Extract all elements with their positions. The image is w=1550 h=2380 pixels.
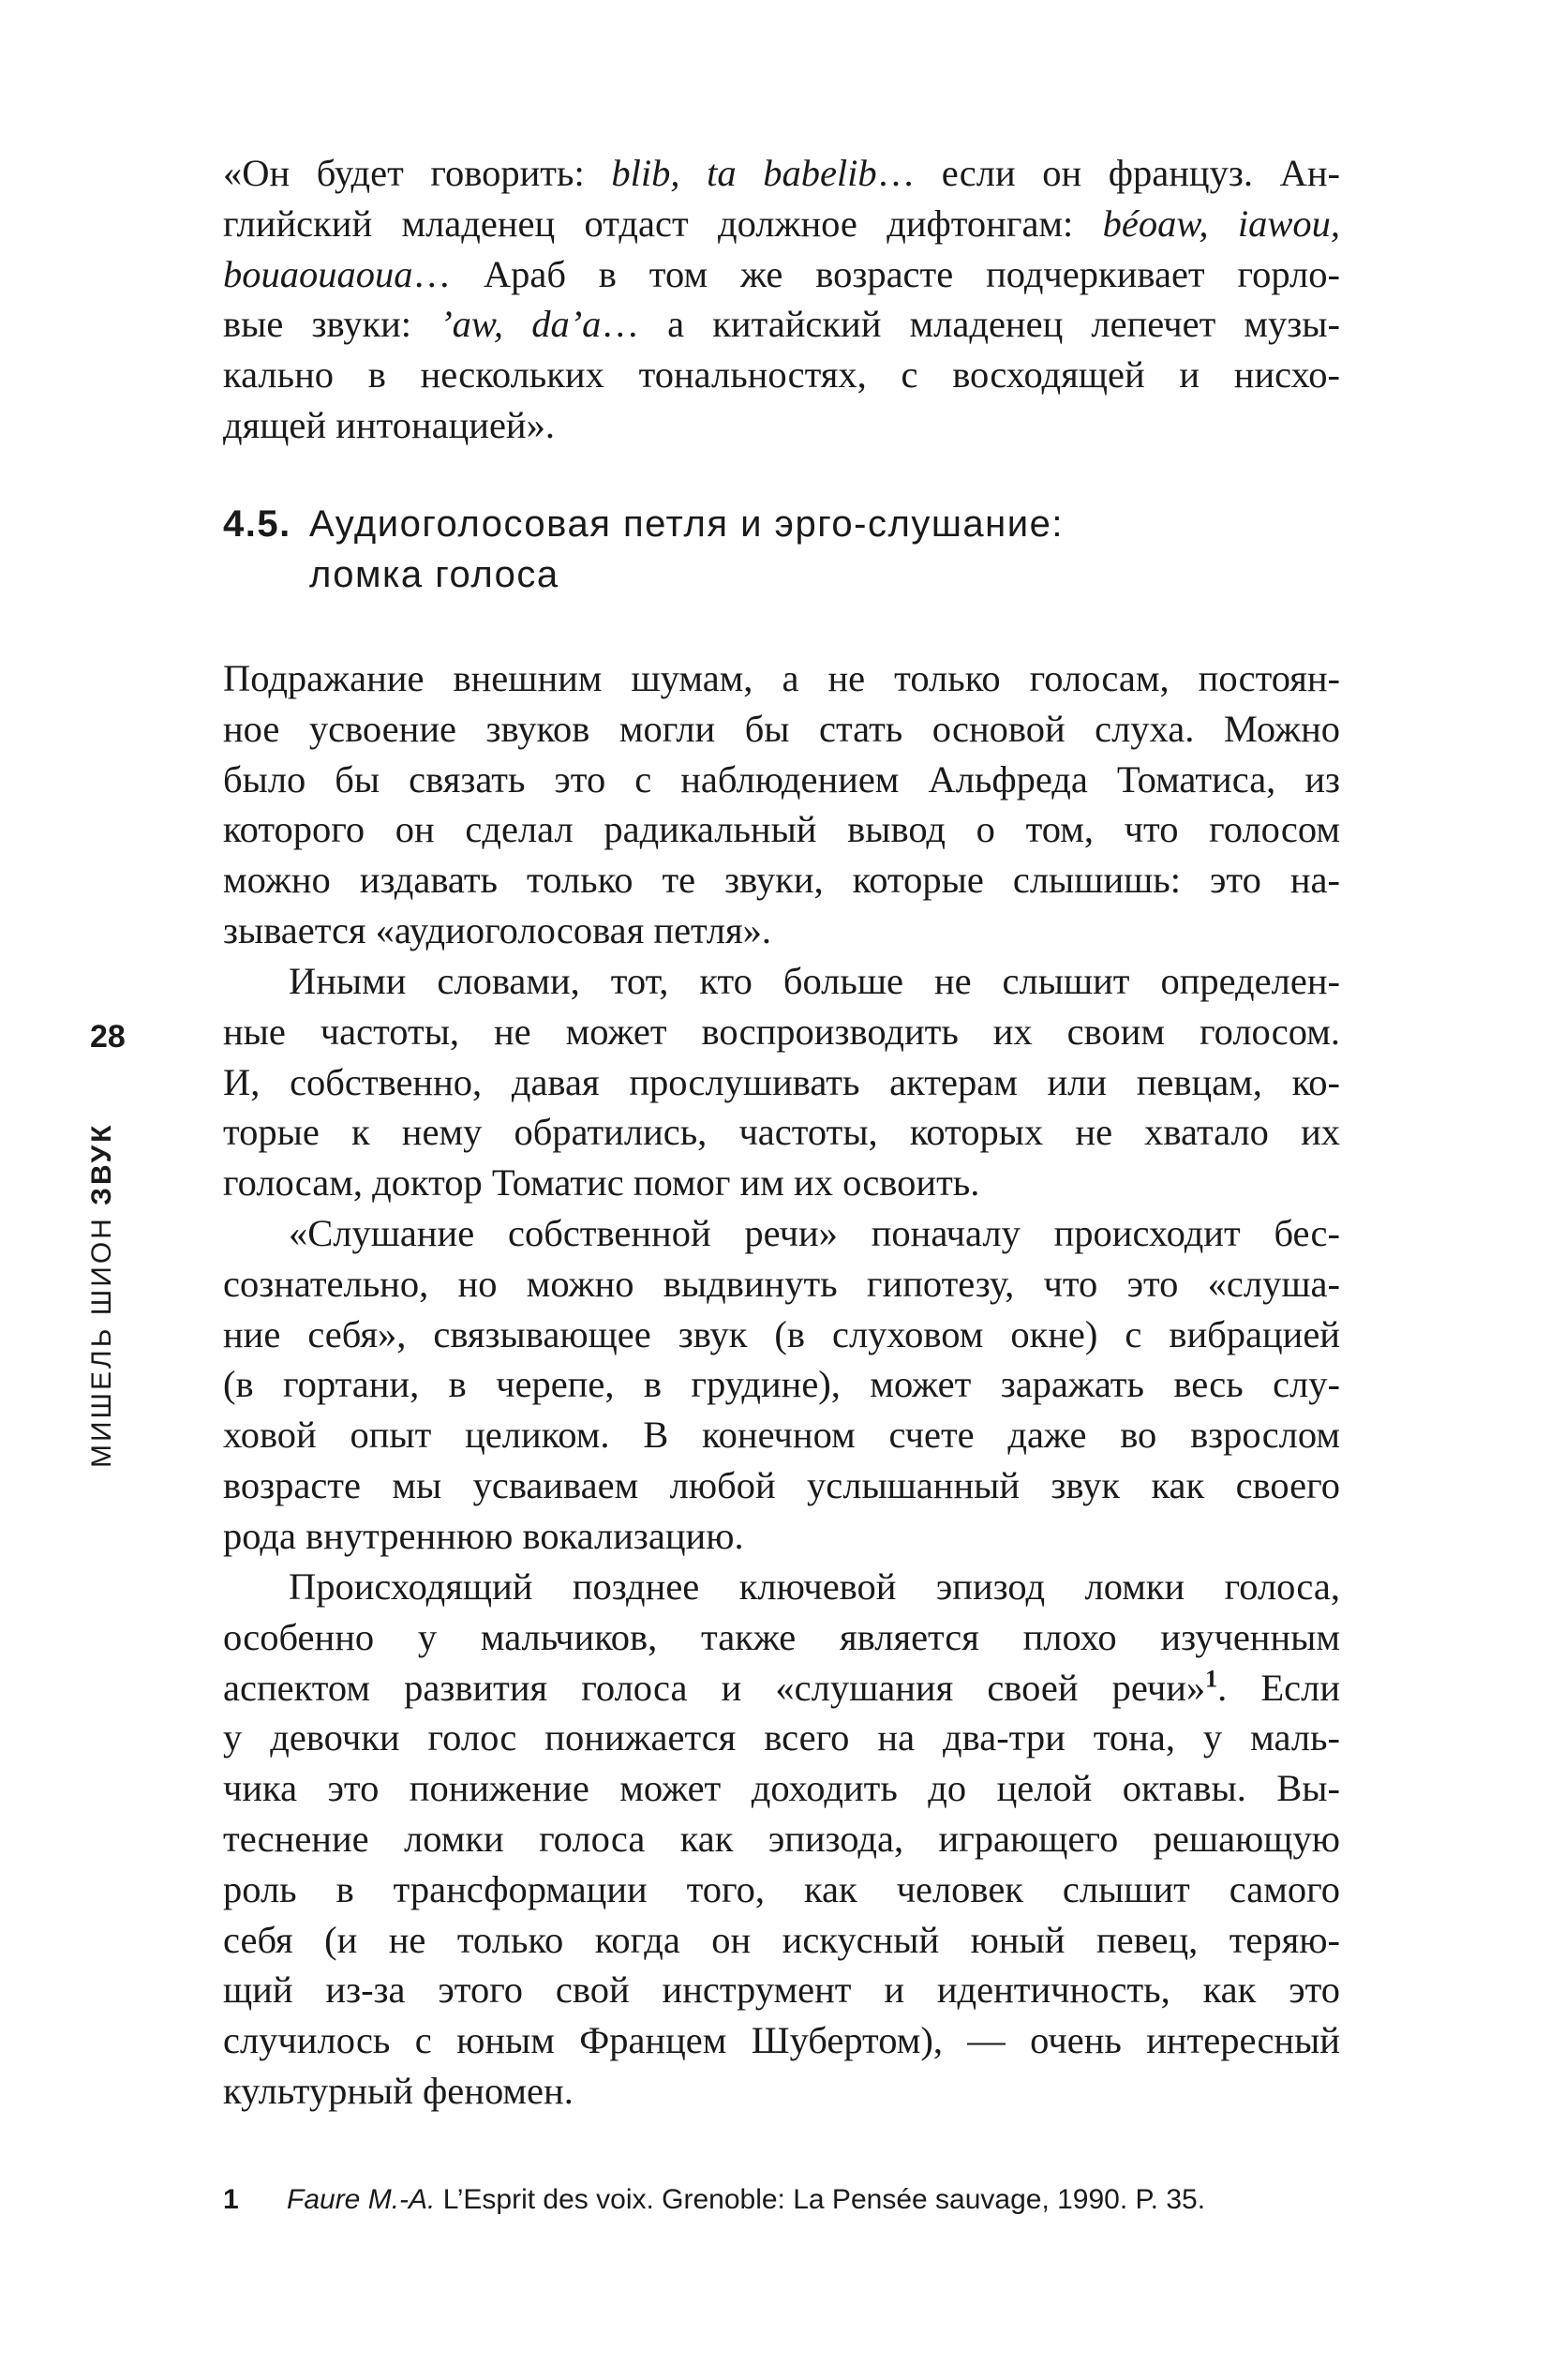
paragraph-1 [223,653,1340,956]
text-line: голосам, доктор Томатис помог им их освоить. [223,1161,980,1205]
text-line: культурный феномен. [223,2069,574,2112]
text-line: Происходящий позднее ключевой эпизод ломки голоса, [289,1565,1340,1608]
text-line: ное усвоение звуков могли бы стать основой слуха. Можно [223,707,1340,750]
footnote-author: Faure M.-A. [287,2184,436,2215]
section-number: 4.5. [223,503,291,545]
text-line: чика это понижение может доходить до целой октавы. Вы- [223,1767,1340,1810]
footnote-text: L’Esprit des voix. Grenoble: La Pensée sauvage, 1990. P. 35. [435,2184,1206,2215]
text-line: дящей интонацией». [223,403,555,446]
text-line: И, собственно, давая прослушивать актерам или певцам, ко- [223,1060,1340,1103]
text-line: сознательно, но можно выдвинуть гипотезу, что это «слуша- [223,1262,1340,1305]
footnote-ref: 1 [1205,1665,1218,1693]
footnote-number: 1 [223,2184,239,2215]
text-line: (в гортани, в черепе, в грудине), может заражать весь слу- [223,1363,1340,1406]
section-title-line1: Аудиоголосовая петля и эрго-слушание: [309,503,1064,545]
text-line: аспектом развития голоса и «слушания своей речи»$^1$. Если [223,1665,1340,1709]
section-heading [223,499,1348,600]
text-line: вые звуки: ’aw, da’a… а китайский младенец лепечет музы- [223,303,1340,346]
quote-paragraph [223,148,1340,451]
text-line: ние себя», связывающее звук (в слуховом окне) с вибрацией [223,1312,1340,1355]
text-line: глийский младенец отдаст должное дифтонгам: béoaw, iawou, [223,202,1340,245]
text-line: можно издавать только те звуки, которые слышишь: это на- [223,859,1340,902]
footnote [223,2181,1348,2219]
text-line: зывается «аудиоголосовая петля». [223,908,771,951]
running-header-book: ЗВУК [86,1122,117,1205]
text-line: «Слушание собственной речи» поначалу происходит бес- [289,1212,1340,1254]
text-line: теснение ломки голоса как эпизода, играющего решающую [223,1817,1340,1860]
section-title-line2: ломка голоса [309,554,559,595]
text-line: себя (и не только когда он искусный юный певец, теряю- [223,1918,1340,1961]
text-line: Подражание внешним шумам, а не только голосам, постоян- [223,657,1340,699]
text-line: которого он сделал радикальный вывод о том, что голосом [223,808,1340,851]
paragraph-3 [223,1208,1340,1562]
running-header-author: МИШЕЛЬ ШИОН [86,1216,117,1468]
text-line: кально в нескольких тональностях, с восходящей и нисхо- [223,353,1340,397]
text-line: особенно у мальчиков, также является плохо изученным [223,1615,1340,1658]
paragraph-2 [223,956,1340,1208]
text-line: Иными словами, тот, кто больше не слышит определен- [289,960,1340,1002]
paragraph-4 [223,1562,1340,2117]
text-line: «Он будет говорить: blib, ta babelib… если он француз. Ан- [223,152,1340,194]
text-line: ные частоты, не может воспроизводить их своим голосом. [223,1010,1340,1053]
text-line: роль в трансформации того, как человек слышит самого [223,1867,1340,1910]
text-line: возрасте мы усваиваем любой услышанный звук как своего [223,1463,1340,1506]
text-line: было бы связать это с наблюдением Альфреда Томатиса, из [223,757,1340,801]
text-line: ховой опыт целиком. В конечном счете даже во взрослом [223,1414,1340,1457]
text-line: bouaouaoua… Араб в том же возрасте подчеркивает горло- [223,252,1340,295]
page-number: 28 [90,1019,126,1055]
text-line: случилось с юным Францем Шубертом), — очень интересный [223,2019,1340,2062]
running-header [86,1123,118,1468]
text-line: торые к нему обратились, частоты, которых не хватало их [223,1111,1340,1154]
text-line: у девочки голос понижается всего на два-три тона, у маль- [223,1716,1340,1759]
text-line: рода внутреннюю вокализацию. [223,1514,744,1557]
text-line: щий из-за этого свой инструмент и идентичность, как это [223,1968,1340,2012]
